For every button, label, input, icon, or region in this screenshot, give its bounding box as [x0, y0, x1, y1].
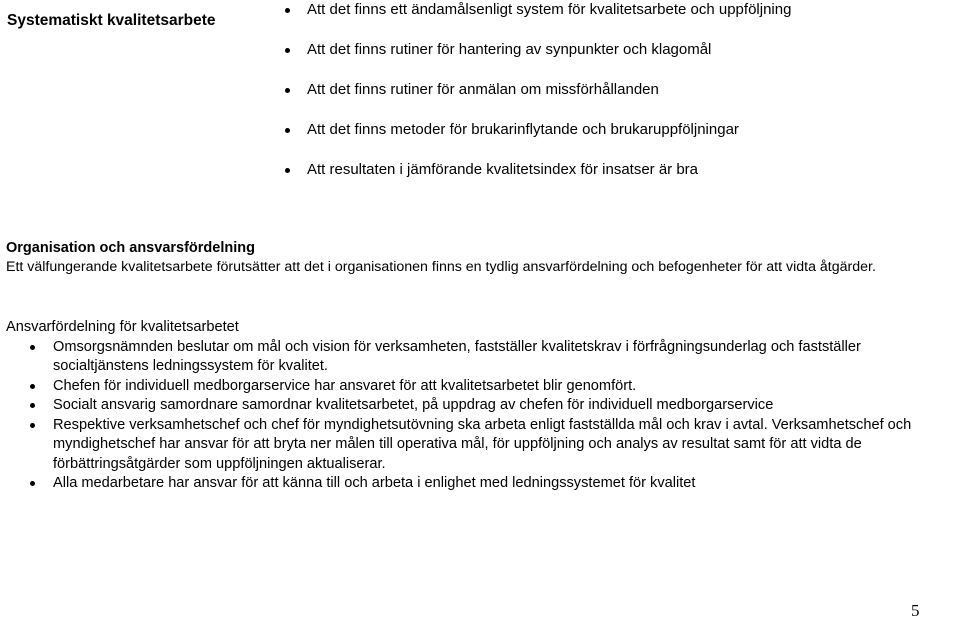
bullet-icon: [285, 8, 290, 13]
page-number: 5: [911, 601, 920, 620]
list-item: [6, 474, 958, 494]
responsibility-list: [6, 338, 958, 494]
list-item: [283, 80, 659, 120]
organisation-section: [6, 239, 958, 277]
bullet-icon: [30, 403, 35, 408]
responsibility-heading: Ansvarfördelning för kvalitetsarbetet: [6, 319, 239, 335]
section-heading-systematiskt: Systematiskt kvalitetsarbete: [7, 12, 216, 29]
list-item-text: Att det finns rutiner för hantering av synpunkter och klagomål: [307, 41, 712, 58]
bullet-icon: [285, 168, 290, 173]
list-item: [283, 120, 739, 160]
list-item-text: Omsorgsnämnden beslutar om mål och vision för verksamheten, fastställer kvalitetskrav i förfrågningsunderlag och fastställer socialtjänstens ledningssystem för kvalitet.: [53, 338, 861, 374]
list-item: [283, 40, 712, 80]
list-item-text: Alla medarbetare har ansvar för att känna till och arbeta i enlighet med ledningssystemet för kvalitet: [53, 475, 696, 491]
list-item: [6, 377, 958, 397]
bullet-icon: [285, 48, 290, 53]
list-item-text: Att det finns metoder för brukarinflytande och brukaruppföljningar: [307, 121, 739, 138]
list-item: [283, 160, 699, 200]
list-item: [6, 396, 958, 416]
quality-criteria-list: [283, 0, 792, 200]
organisation-paragraph: Ett välfungerande kvalitetsarbete förutsätter att det i organisationen finns en tydlig ansvarfördelning och befogenheter för att vidta åtgärder.: [6, 259, 876, 275]
bullet-icon: [30, 345, 35, 350]
bullet-icon: [30, 481, 35, 486]
list-item-text: Att det finns rutiner för anmälan om missförhållanden: [307, 81, 659, 98]
bullet-icon: [30, 384, 35, 389]
bullet-icon: [285, 88, 290, 93]
list-item-text: Socialt ansvarig samordnare samordnar kvalitetsarbetet, på uppdrag av chefen för individuell medborgarservice: [53, 397, 774, 413]
bullet-icon: [30, 423, 35, 428]
list-item: [6, 338, 958, 377]
bullet-icon: [285, 128, 290, 133]
list-item-text: Respektive verksamhetschef och chef för myndighetsutövning ska arbeta enligt fastställda mål och krav i avtal. Verksamhetschef och myndighetschef har ansvar för att bryta ner målen till operativa mål, för uppföljning och analys av resultat samt för att vidta de förbättringsåtgärder som uppföljningen aktualiserar.: [53, 416, 912, 472]
organisation-heading: Organisation och ansvarsfördelning: [6, 240, 255, 256]
list-item-text: Att resultaten i jämförande kvalitetsindex för insatser är bra: [307, 161, 699, 178]
responsibility-section: [6, 318, 958, 494]
list-item-text: Chefen för individuell medborgarservice har ansvaret för att kvalitetsarbetet blir genomfört.: [53, 377, 637, 394]
list-item-text: Att det finns ett ändamålsenligt system för kvalitetsarbete och uppföljning: [307, 1, 792, 18]
list-item: [6, 416, 958, 475]
list-item: [283, 0, 792, 40]
